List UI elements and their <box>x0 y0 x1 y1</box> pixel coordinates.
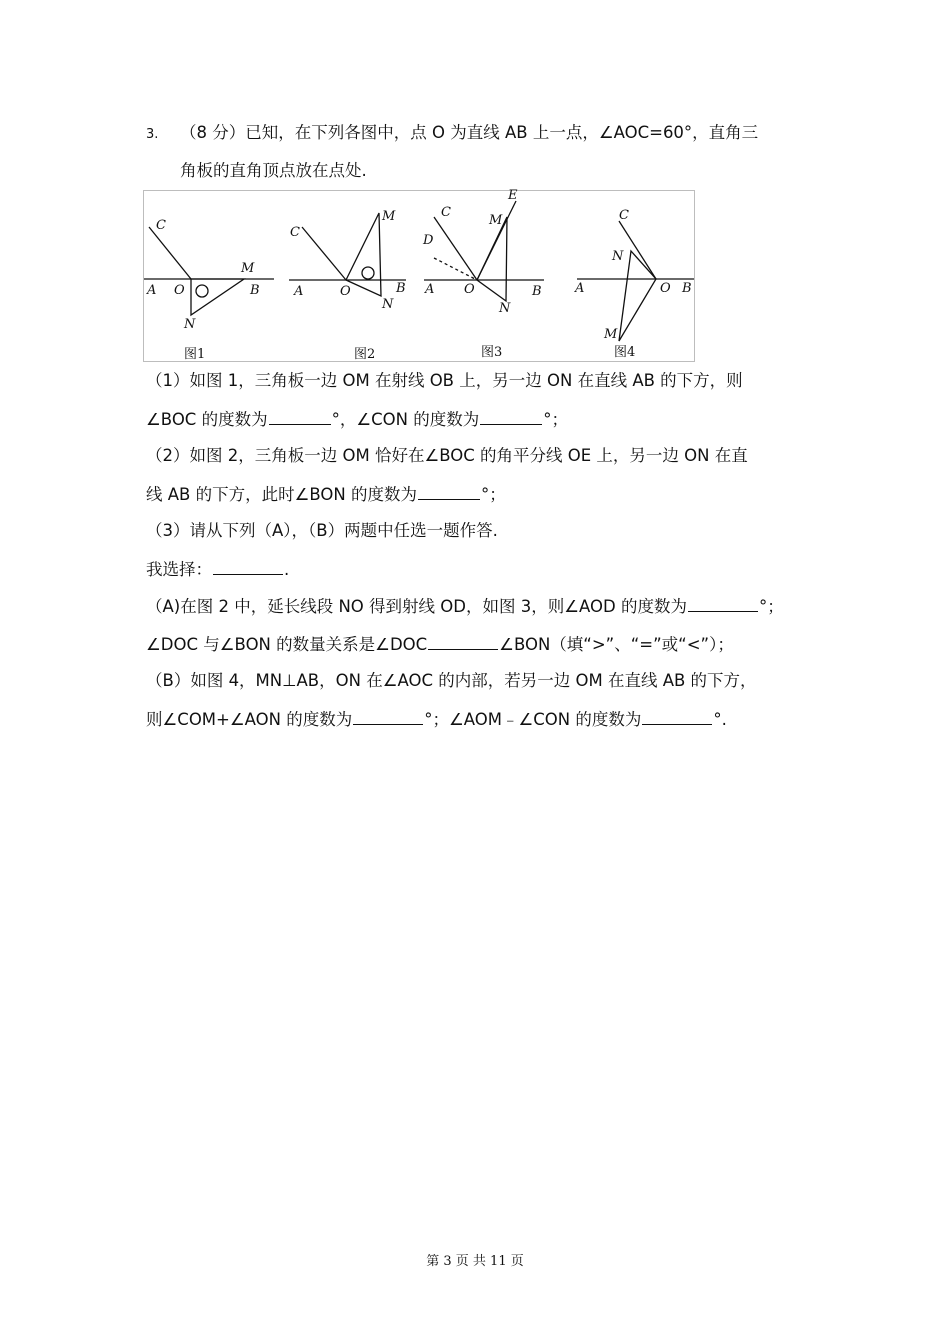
part1-text-c: °； <box>543 410 568 429</box>
part1-line2 <box>146 408 568 431</box>
part3-a2-text-a: ∠DOC 与∠BON 的数量关系是∠DOC <box>146 635 428 654</box>
choose-end: . <box>284 560 290 579</box>
label-c: C <box>156 218 166 233</box>
part1-text-b: °，∠CON 的度数为 <box>331 410 480 429</box>
figures-panel <box>143 190 695 362</box>
part3-a-line1 <box>146 595 784 618</box>
part3-b2-text-a: 则∠COM+∠AON 的度数为 <box>146 710 353 729</box>
choose-text: 我选择： <box>146 560 212 579</box>
part1-text-a: ∠BOC 的度数为 <box>146 410 268 429</box>
part3-a-text-a: （A)在图 2 中，延长线段 NO 得到射线 OD，如图 3，则∠AOD 的度数为 <box>146 597 687 616</box>
label-d: D <box>423 233 434 248</box>
label-o: O <box>660 281 671 296</box>
answer-blank-con[interactable] <box>480 408 542 425</box>
question-intro-line2: 角板的直角顶点放在点处. <box>180 161 367 180</box>
caption-figure-2: 图2 <box>354 347 376 362</box>
label-n: N <box>184 317 196 332</box>
label-o: O <box>174 283 185 298</box>
caption-figure-1: 图1 <box>184 347 206 362</box>
label-m: M <box>604 327 618 342</box>
part3-b2-text-b: °；∠AOM﹣∠CON 的度数为 <box>424 710 642 729</box>
part3-b-line1: （B）如图 4，MN⊥AB，ON 在∠AOC 的内部，若另一边 OM 在直线 AB 的下方， <box>146 671 757 690</box>
label-b: B <box>396 281 406 296</box>
label-n: N <box>499 301 511 316</box>
caption-figure-4: 图4 <box>614 345 636 360</box>
label-a: A <box>425 282 435 297</box>
label-c: C <box>290 225 300 240</box>
label-b: B <box>250 283 260 298</box>
figure-1 <box>144 227 274 315</box>
label-b: B <box>682 281 692 296</box>
part1-line1: （1）如图 1，三角板一边 OM 在射线 OB 上，另一边 ON 在直线 AB 的下方，则 <box>146 371 743 390</box>
label-n: N <box>612 249 624 264</box>
label-n: N <box>382 297 394 312</box>
caption-figure-3: 图3 <box>481 345 503 360</box>
part3-a-text-b: °； <box>758 597 784 616</box>
label-b: B <box>532 284 542 299</box>
part2-line1: （2）如图 2，三角板一边 OM 恰好在∠BOC 的角平分线 OE 上，另一边 ON 在直 <box>146 446 748 465</box>
answer-blank-doc-relation[interactable] <box>428 633 498 650</box>
answer-blank-aom-con[interactable] <box>642 708 712 725</box>
label-m: M <box>241 261 255 276</box>
question-number: 3. <box>146 127 159 142</box>
answer-blank-boc[interactable] <box>269 408 331 425</box>
page-footer: 第 3 页 共 11 页 <box>426 1254 524 1269</box>
part2-line2 <box>146 483 506 506</box>
part2-text-a: 线 AB 的下方，此时∠BON 的度数为 <box>146 485 417 504</box>
label-o: O <box>340 284 351 299</box>
answer-blank-aod[interactable] <box>688 595 758 612</box>
label-c: C <box>619 208 629 223</box>
label-m: M <box>382 209 396 224</box>
label-a: A <box>575 281 585 296</box>
part3-b2-text-c: °. <box>713 710 727 729</box>
answer-blank-choice[interactable] <box>213 558 283 575</box>
part2-text-b: °； <box>481 485 506 504</box>
label-a: A <box>147 283 157 298</box>
answer-blank-bon[interactable] <box>418 483 480 500</box>
label-c: C <box>441 205 451 220</box>
answer-blank-com-aon[interactable] <box>353 708 423 725</box>
figure-4 <box>577 221 694 341</box>
label-o: O <box>464 282 475 297</box>
label-m: M <box>489 213 503 228</box>
part3-a-line2 <box>146 633 734 656</box>
part3-a2-text-b: ∠BON（填“>”、“=”或“<”）； <box>499 635 734 654</box>
part3-b-line2 <box>146 708 727 731</box>
part3-choose <box>146 558 289 581</box>
label-e: E <box>508 188 518 203</box>
question-intro-line1: （8 分）已知，在下列各图中，点 O 为直线 AB 上一点，∠AOC=60°，直角三 <box>180 123 759 142</box>
part3-line1: （3）请从下列（A），（B）两题中任选一题作答. <box>146 521 498 540</box>
label-a: A <box>294 284 304 299</box>
